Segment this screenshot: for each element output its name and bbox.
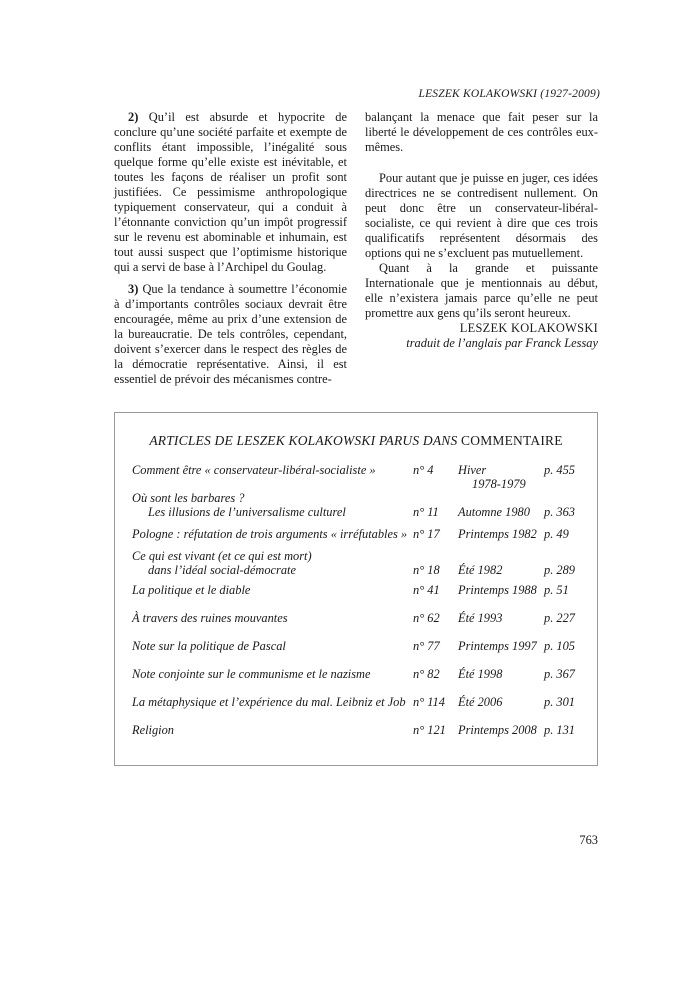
- paragraph-conclusion: Pour autant que je puisse en juger, ces idées directrices ne se contredisent nullement. On peut donc être un conservateur-libéral-socialiste, ce qui revient à dire que ces trois qualificatifs représentent désormais des options qui ne s’excluent pas mutuellement.: [365, 171, 598, 260]
- article-issue-number: n° 11: [413, 505, 439, 519]
- article-season-main: Été 2006: [458, 695, 503, 709]
- article-season: [458, 527, 548, 541]
- article-title: [132, 527, 422, 541]
- article-title: [132, 491, 422, 519]
- page-number: 763: [579, 833, 598, 847]
- paragraph-internationale: Quant à la grande et puissante Internationale que je mentionnais au début, elle n’existera jamais parce qu’elle ne peut promettre aux gens qu’ils seront heureux.: [365, 261, 598, 320]
- article-title-main: À travers des ruines mouvantes: [132, 611, 288, 625]
- article-season: [458, 611, 548, 625]
- article-season-main: Hiver: [458, 463, 487, 477]
- article-page: p. 367: [544, 667, 575, 681]
- article-page: p. 49: [544, 527, 569, 541]
- article-season: [458, 639, 548, 653]
- point-text: Que la tendance à soumettre l’économie à d’importants contrôles sociaux devrait être encouragée, même au prix d’une extension de la bureaucratie. De tels contrôles, cependant, doivent s’exercer dans le respect des règles de la démocratie représentative. Ainsi, il est essentiel de prévoir des mécanismes contre-: [114, 282, 347, 386]
- article-issue-number: n° 41: [413, 583, 440, 597]
- running-head-author: LESZEK KOLAKOWSKI: [418, 88, 538, 100]
- article-title-main: La politique et le diable: [132, 583, 251, 597]
- article-season-main: Printemps 1982: [458, 527, 537, 541]
- article-season: [458, 583, 548, 597]
- article-title-main: Où sont les barbares ?: [132, 491, 245, 505]
- article-title-main: Ce qui est vivant (et ce qui est mort): [132, 549, 312, 563]
- article-title-main: Pologne : réfutation de trois arguments « irréfutables »: [132, 527, 408, 541]
- article-season-main: Été 1998: [458, 667, 503, 681]
- article-season: [458, 505, 548, 519]
- box-title-italic: ARTICLES DE LESZEK KOLAKOWSKI PARUS DANS: [149, 433, 458, 448]
- article-issue-number: n° 4: [413, 463, 434, 477]
- article-title-main: La métaphysique et l’expérience du mal. Leibniz et Job: [132, 695, 406, 709]
- article-issue-number: n° 77: [413, 639, 440, 653]
- article-season-main: Printemps 1988: [458, 583, 537, 597]
- article-title: [132, 667, 422, 681]
- article-title: [132, 611, 422, 625]
- article-title-main: Note conjointe sur le communisme et le nazisme: [132, 667, 371, 681]
- paragraph-point-3: [114, 282, 347, 387]
- article-season: [458, 563, 548, 577]
- signature: LESZEK KOLAKOWSKI: [459, 321, 598, 335]
- article-issue-number: n° 114: [413, 695, 445, 709]
- point-number: 2): [128, 110, 139, 124]
- left-column: [114, 110, 347, 387]
- article-issue-number: n° 18: [413, 563, 440, 577]
- running-head-dates: (1927-2009): [540, 88, 600, 100]
- article-title: [132, 723, 422, 737]
- article-season: [458, 463, 548, 491]
- article-season-main: Été 1982: [458, 563, 503, 577]
- article-title-main: Comment être « conservateur-libéral-socialiste »: [132, 463, 376, 477]
- article-season: [458, 695, 548, 709]
- article-title: [132, 695, 422, 709]
- article-season-main: Printemps 2008: [458, 723, 537, 737]
- article-title: [132, 583, 422, 597]
- article-season-main: Automne 1980: [458, 505, 530, 519]
- article-title: [132, 463, 422, 477]
- article-page: p. 289: [544, 563, 575, 577]
- article-issue-number: n° 17: [413, 527, 440, 541]
- article-title-main: Religion: [132, 723, 174, 737]
- box-title-journal: COMMENTAIRE: [457, 433, 563, 448]
- article-page: p. 51: [544, 583, 569, 597]
- article-season-main: Printemps 1997: [458, 639, 537, 653]
- right-column: [365, 110, 598, 351]
- article-season-years: 1978-1979: [472, 477, 526, 491]
- article-season: [458, 723, 548, 737]
- article-title-main: Note sur la politique de Pascal: [132, 639, 286, 653]
- article-issue-number: n° 62: [413, 611, 440, 625]
- article-title: [132, 549, 422, 577]
- paragraph-continuation: balançant la menace que fait peser sur la liberté le développement de ces contrôles eux-mêmes.: [365, 110, 598, 154]
- article-page: p. 301: [544, 695, 575, 709]
- paragraph-point-2: [114, 110, 347, 275]
- article-title: [132, 639, 422, 653]
- articles-box: [114, 412, 598, 766]
- article-season-main: Été 1993: [458, 611, 503, 625]
- article-issue-number: n° 121: [413, 723, 446, 737]
- article-issue-number: n° 82: [413, 667, 440, 681]
- article-page: p. 455: [544, 463, 575, 477]
- article-subtitle: dans l’idéal social-démocrate: [148, 563, 296, 577]
- box-title: [115, 433, 597, 449]
- article-page: p. 363: [544, 505, 575, 519]
- article-subtitle: Les illusions de l’universalisme culturel: [148, 505, 346, 519]
- point-text: Qu’il est absurde et hypocrite de conclure qu’une société parfaite et exempte de conflits étant impossible, l’inégalité sous quelque forme qu’elle existe est inévitable, et toutes les façons de réaliser un profit sont justifiées. Ce pessimisme anthropologique typiquement conservateur, qui a conduit à l’étonnante conviction qu’un impôt progressif sur le revenu est abominable et inhumain, est tout aussi suspect que l’optimisme historique qui a servi de base à l’Archipel du Goulag.: [114, 110, 347, 274]
- article-season: [458, 667, 548, 681]
- translation-credit: traduit de l’anglais par Franck Lessay: [406, 336, 598, 350]
- point-number: 3): [128, 282, 139, 296]
- running-head: [418, 88, 600, 100]
- article-page: p. 227: [544, 611, 575, 625]
- article-page: p. 131: [544, 723, 575, 737]
- article-page: p. 105: [544, 639, 575, 653]
